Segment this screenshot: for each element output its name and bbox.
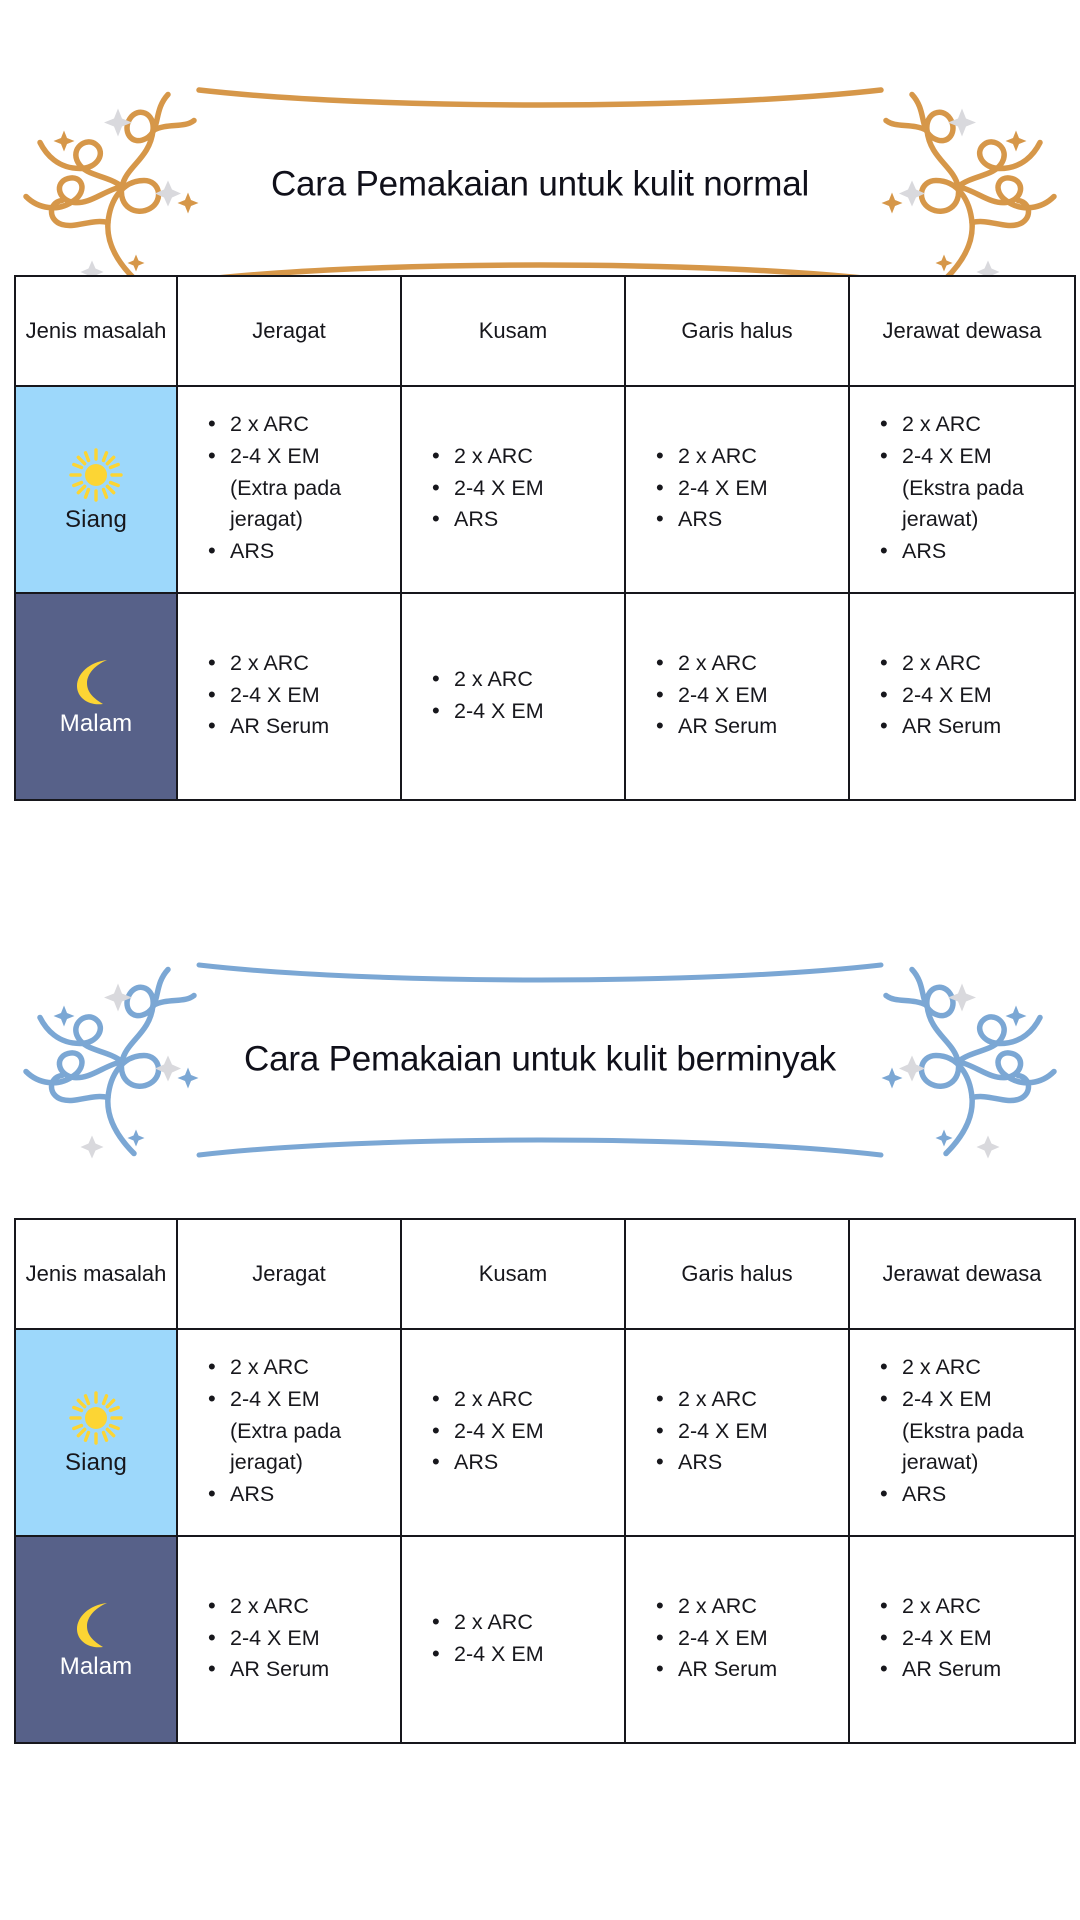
- banner-title-normal: Cara Pemakaian untuk kulit normal: [270, 164, 810, 204]
- list-item: • ARS: [902, 537, 1062, 567]
- time-cell-siang: [15, 1329, 177, 1536]
- list-item: • 2 x ARC: [454, 665, 612, 695]
- list-item: • 2 x ARC: [230, 1353, 388, 1383]
- header-jenis-masalah: Jenis masalah: [15, 1219, 177, 1329]
- list-item: • ARS: [454, 505, 612, 535]
- cell-malam-jeragat: [177, 1536, 401, 1743]
- list-item: • 2-4 X EM: [230, 1385, 388, 1415]
- list-item: • 2 x ARC: [678, 1385, 836, 1415]
- list-item-continuation: jerawat): [902, 1450, 979, 1475]
- list-item-continuation: (Ekstra pada: [902, 475, 1024, 500]
- list-item: • ARS: [902, 1480, 1062, 1510]
- list-item-continuation: jeragat): [230, 1450, 303, 1475]
- list-item: • 2-4 X EM: [902, 1624, 1062, 1654]
- cell-malam-jerawat-dewasa: [849, 593, 1075, 800]
- list-item: • 2-4 X EM: [678, 1417, 836, 1447]
- banner-rule-top: [195, 84, 885, 114]
- list-item: • 2 x ARC: [454, 1385, 612, 1415]
- list-item: • 2 x ARC: [678, 1592, 836, 1622]
- flourish-ornament-right-icon: [847, 83, 1062, 288]
- banner-center-oily: [195, 945, 885, 1175]
- time-cell-malam: [15, 1536, 177, 1743]
- table-row-malam: [15, 1536, 1075, 1743]
- list-item: • AR Serum: [230, 712, 388, 742]
- list-item: • 2-4 X EM: [454, 697, 612, 727]
- header-jerawat-dewasa: Jerawat dewasa: [849, 276, 1075, 386]
- cell-malam-garis-halus: [625, 1536, 849, 1743]
- cell-siang-jerawat-dewasa: [849, 386, 1075, 593]
- table-row-malam: [15, 593, 1075, 800]
- list-item: • 2 x ARC: [230, 410, 388, 440]
- list-item: • 2 x ARC: [902, 649, 1062, 679]
- header-garis-halus: Garis halus: [625, 276, 849, 386]
- list-item: • 2 x ARC: [678, 442, 836, 472]
- section-kulit-normal: [0, 0, 1080, 739]
- table-kulit-normal: [14, 275, 1076, 801]
- sun-icon: [67, 1389, 125, 1447]
- list-item: • AR Serum: [902, 1655, 1062, 1685]
- list-item-continuation: jeragat): [230, 507, 303, 532]
- cell-malam-jerawat-dewasa: [849, 1536, 1075, 1743]
- time-label-siang: Siang: [65, 505, 127, 533]
- time-label-siang: Siang: [65, 1448, 127, 1476]
- list-item: • AR Serum: [678, 712, 836, 742]
- list-item: • ARS: [678, 1448, 836, 1478]
- list-item: • 2-4 X EM: [230, 1624, 388, 1654]
- list-item: • 2-4 X EM: [902, 1385, 1062, 1415]
- list-item-continuation: (Extra pada: [230, 1418, 342, 1443]
- cell-siang-jeragat: [177, 386, 401, 593]
- header-kusam: Kusam: [401, 276, 625, 386]
- list-item: • 2 x ARC: [678, 649, 836, 679]
- banner-normal: [0, 70, 1080, 300]
- header-jerawat-dewasa: Jerawat dewasa: [849, 1219, 1075, 1329]
- list-item: • 2 x ARC: [902, 1592, 1062, 1622]
- banner-rule-top: [195, 959, 885, 989]
- banner-oily: [0, 945, 1080, 1175]
- flourish-ornament-right-icon: [847, 958, 1062, 1163]
- list-item: • 2 x ARC: [230, 1592, 388, 1622]
- table-row-siang: [15, 386, 1075, 593]
- section-kulit-berminyak: [0, 965, 1080, 1682]
- list-item: • 2-4 X EM: [230, 442, 388, 472]
- list-item: • 2-4 X EM: [678, 681, 836, 711]
- list-item: • 2-4 X EM: [454, 1640, 612, 1670]
- moon-icon: [73, 656, 119, 708]
- list-item: • 2-4 X EM: [230, 681, 388, 711]
- list-item: • 2-4 X EM: [454, 1417, 612, 1447]
- list-item-continuation: jerawat): [902, 507, 979, 532]
- table-row-siang: [15, 1329, 1075, 1536]
- list-item: • AR Serum: [230, 1655, 388, 1685]
- list-item-continuation: (Ekstra pada: [902, 1418, 1024, 1443]
- list-item: • ARS: [230, 1480, 388, 1510]
- cell-malam-kusam: [401, 593, 625, 800]
- time-label-malam: Malam: [59, 1652, 133, 1680]
- table-header-row: [15, 276, 1075, 386]
- banner-title-oily: Cara Pemakaian untuk kulit berminyak: [244, 1039, 836, 1079]
- header-jenis-masalah: Jenis masalah: [15, 276, 177, 386]
- list-item: • ARS: [230, 537, 388, 567]
- table-header-row: [15, 1219, 1075, 1329]
- list-item: • 2-4 X EM: [454, 474, 612, 504]
- header-jeragat: Jeragat: [177, 1219, 401, 1329]
- list-item: • 2-4 X EM: [902, 681, 1062, 711]
- list-item: • 2-4 X EM: [678, 474, 836, 504]
- header-jeragat: Jeragat: [177, 276, 401, 386]
- list-item: • 2 x ARC: [902, 410, 1062, 440]
- cell-malam-kusam: [401, 1536, 625, 1743]
- header-garis-halus: Garis halus: [625, 1219, 849, 1329]
- cell-malam-jeragat: [177, 593, 401, 800]
- cell-siang-kusam: [401, 1329, 625, 1536]
- cell-malam-garis-halus: [625, 593, 849, 800]
- list-item: • ARS: [678, 505, 836, 535]
- list-item: • 2 x ARC: [454, 442, 612, 472]
- list-item: • 2 x ARC: [902, 1353, 1062, 1383]
- time-cell-siang: [15, 386, 177, 593]
- cell-siang-garis-halus: [625, 1329, 849, 1536]
- cell-siang-jeragat: [177, 1329, 401, 1536]
- header-kusam: Kusam: [401, 1219, 625, 1329]
- banner-center-normal: [195, 70, 885, 300]
- table-kulit-berminyak: [14, 1218, 1076, 1744]
- moon-icon: [73, 1599, 119, 1651]
- list-item-continuation: (Extra pada: [230, 475, 342, 500]
- cell-siang-garis-halus: [625, 386, 849, 593]
- list-item: • AR Serum: [678, 1655, 836, 1685]
- cell-siang-jerawat-dewasa: [849, 1329, 1075, 1536]
- banner-rule-bottom: [195, 1131, 885, 1161]
- time-label-malam: Malam: [59, 709, 133, 737]
- list-item: • 2 x ARC: [454, 1608, 612, 1638]
- time-cell-malam: [15, 593, 177, 800]
- list-item: • ARS: [454, 1448, 612, 1478]
- list-item: • AR Serum: [902, 712, 1062, 742]
- list-item: • 2 x ARC: [230, 649, 388, 679]
- sun-icon: [67, 446, 125, 504]
- cell-siang-kusam: [401, 386, 625, 593]
- list-item: • 2-4 X EM: [902, 442, 1062, 472]
- list-item: • 2-4 X EM: [678, 1624, 836, 1654]
